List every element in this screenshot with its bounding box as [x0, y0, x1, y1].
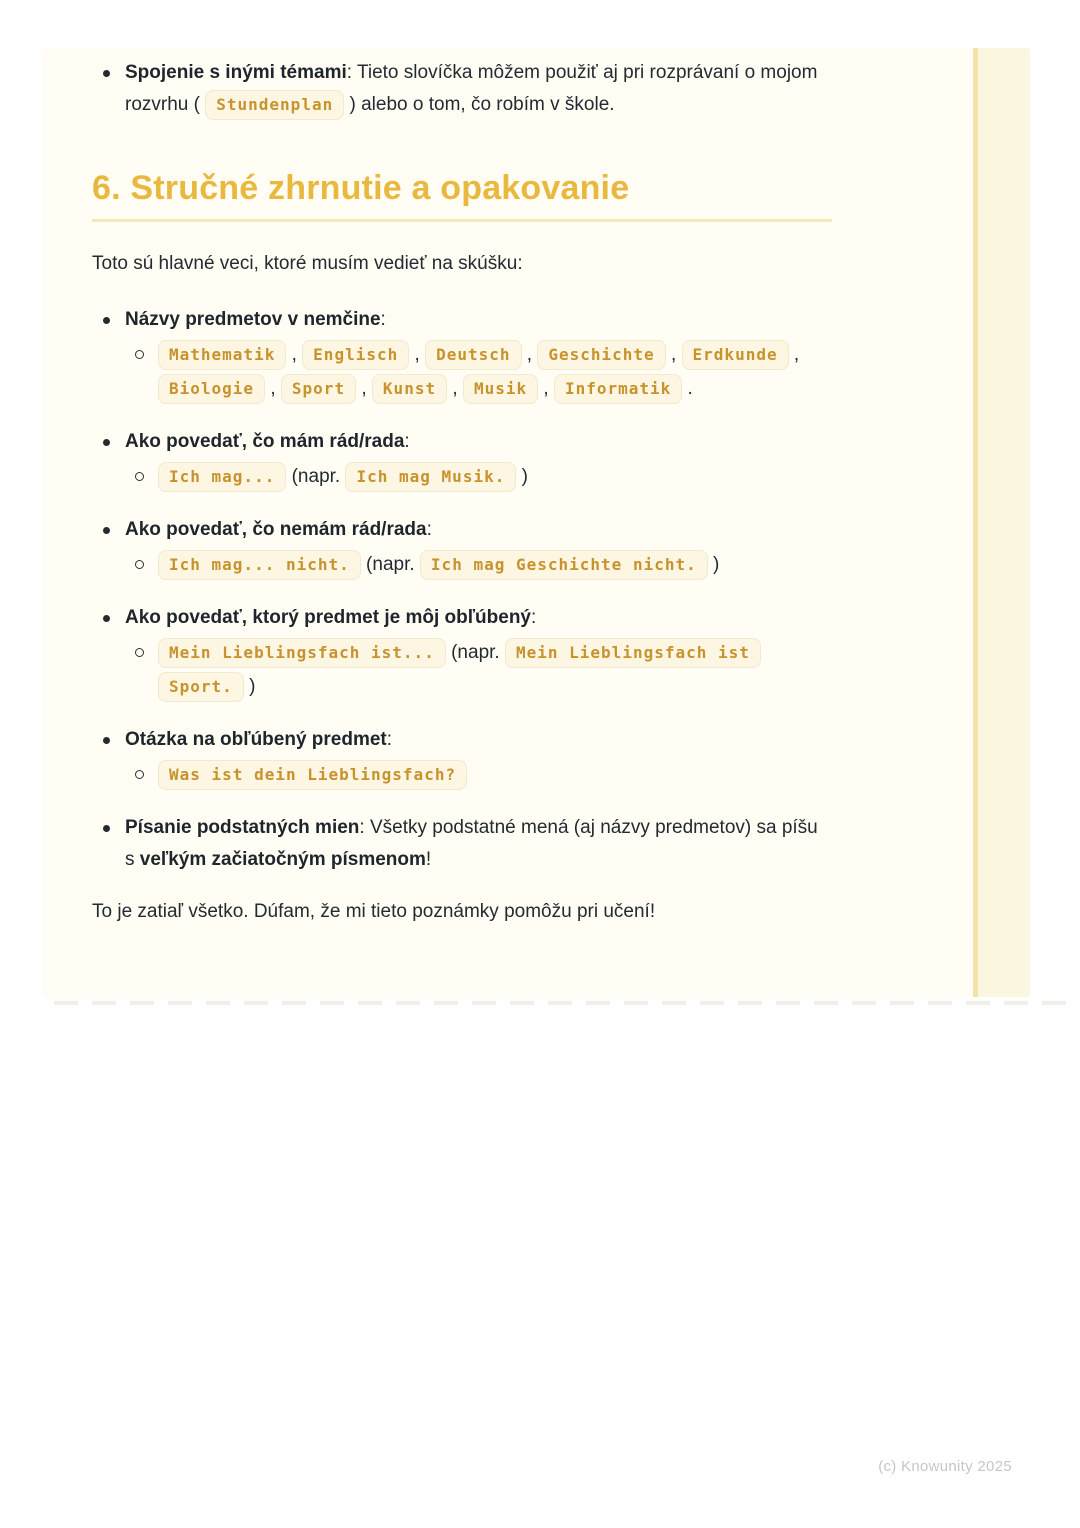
code-chip: Was ist dein Lieblingsfach?: [158, 760, 467, 790]
notes-card: [42, 48, 1030, 997]
right-edge-stripe: [973, 48, 1030, 997]
section-heading: 6. Stručné zhrnutie a opakovanie: [92, 168, 832, 222]
sub-bullet-marker: [135, 472, 144, 481]
code-chip: Ich mag Musik.: [345, 462, 516, 492]
bullet-label: Ako povedať, čo mám rád/rada: [125, 431, 405, 452]
code-chip: Mathematik: [158, 340, 286, 370]
code-chip: Stundenplan: [205, 90, 344, 120]
code-chip: Ich mag...: [158, 462, 286, 492]
code-chip: Geschichte: [537, 340, 665, 370]
bullet-marker: [103, 317, 110, 324]
code-chip: Mein Lieblingsfach ist...: [158, 638, 446, 668]
intro-list: [92, 57, 832, 121]
bullet-item: Otázka na obľúbený predmet: Was ist dein Lieblingsfach?: [92, 724, 832, 792]
code-chip: Ich mag... nicht.: [158, 550, 361, 580]
code-chip: Informatik: [554, 374, 682, 404]
sub-bullet: [125, 758, 808, 792]
code-chip: Erdkunde: [682, 340, 789, 370]
bold-text: veľkým začiatočným písmenom: [139, 849, 426, 870]
code-chip: Mein Lieblingsfach ist Sport.: [158, 638, 761, 702]
bullet-label: Písanie podstatných mien: [125, 817, 360, 838]
sub-bullet: Ich mag... (napr. Ich mag Musik. ): [125, 460, 808, 494]
bullet-item: Ako povedať, čo mám rád/rada: Ich mag... (napr. Ich mag Musik. ): [92, 426, 832, 494]
outro-paragraph: To je zatiaľ všetko. Dúfam, že mi tieto poznámky pomôžu pri učení!: [92, 901, 656, 922]
bullet-marker: [103, 615, 110, 622]
bullet-item: Ako povedať, ktorý predmet je môj obľúbený: Mein Lieblingsfach ist... (napr. Mein Lieblingsfach ist Sport. ): [92, 602, 832, 704]
bullet-label: Ako povedať, ktorý predmet je môj obľúbený: [125, 607, 531, 628]
bullet-label: Spojenie s inými témami: [125, 62, 347, 83]
summary-list: [92, 304, 832, 876]
sub-bullet-marker: [135, 770, 144, 779]
code-chip: Deutsch: [425, 340, 521, 370]
code-chip: Musik: [463, 374, 538, 404]
bullet-marker: [103, 527, 110, 534]
code-chip: Biologie: [158, 374, 265, 404]
code-chip: Ich mag Geschichte nicht.: [420, 550, 708, 580]
card-content: [42, 48, 832, 928]
bullet-marker: [103, 825, 110, 832]
footer-credit: (c) Knowunity 2025: [878, 1458, 1012, 1475]
code-chip: Kunst: [372, 374, 447, 404]
sub-bullet: Mein Lieblingsfach ist... (napr. Mein Lieblingsfach ist Sport. ): [125, 636, 808, 704]
bullet-item: Ako povedať, čo nemám rád/rada: Ich mag... nicht. (napr. Ich mag Geschichte nicht. ): [92, 514, 832, 582]
bullet-label: Otázka na obľúbený predmet: [125, 729, 387, 750]
sub-bullet: Mathematik , Englisch , Deutsch , Geschichte , Erdkunde , Biologie , Sport , Kunst , Musik , Informatik .: [125, 338, 808, 406]
bullet-marker: [103, 737, 110, 744]
sub-bullet-marker: [135, 560, 144, 569]
section-intro: Toto sú hlavné veci, ktoré musím vedieť na skúšku:: [92, 253, 523, 274]
bullet-item: Názvy predmetov v nemčine: Mathematik , Englisch , Deutsch , Geschichte , Erdkunde , Biologie , Sport , Kunst , Musik , Informatik .: [92, 304, 832, 406]
bullet-label: Názvy predmetov v nemčine: [125, 309, 381, 330]
code-chip: Englisch: [302, 340, 409, 370]
code-chip: Sport: [281, 374, 356, 404]
bullet-item: Spojenie s inými témami: Tieto slovíčka môžem použiť aj pri rozprávaní o mojom rozvrhu ( Stundenplan ) alebo o tom, čo robím v škole.: [92, 57, 832, 121]
bullet-label: Ako povedať, čo nemám rád/rada: [125, 519, 427, 540]
sub-bullet-marker: [135, 648, 144, 657]
sub-bullet-marker: [135, 350, 144, 359]
bullet-marker: [103, 439, 110, 446]
sub-bullet: Ich mag... nicht. (napr. Ich mag Geschichte nicht. ): [125, 548, 808, 582]
bullet-item: Písanie podstatných mien: Všetky podstatné mená (aj názvy predmetov) sa píšu s veľkým začiatočným písmenom!: [92, 812, 832, 876]
bullet-marker: [103, 70, 110, 77]
